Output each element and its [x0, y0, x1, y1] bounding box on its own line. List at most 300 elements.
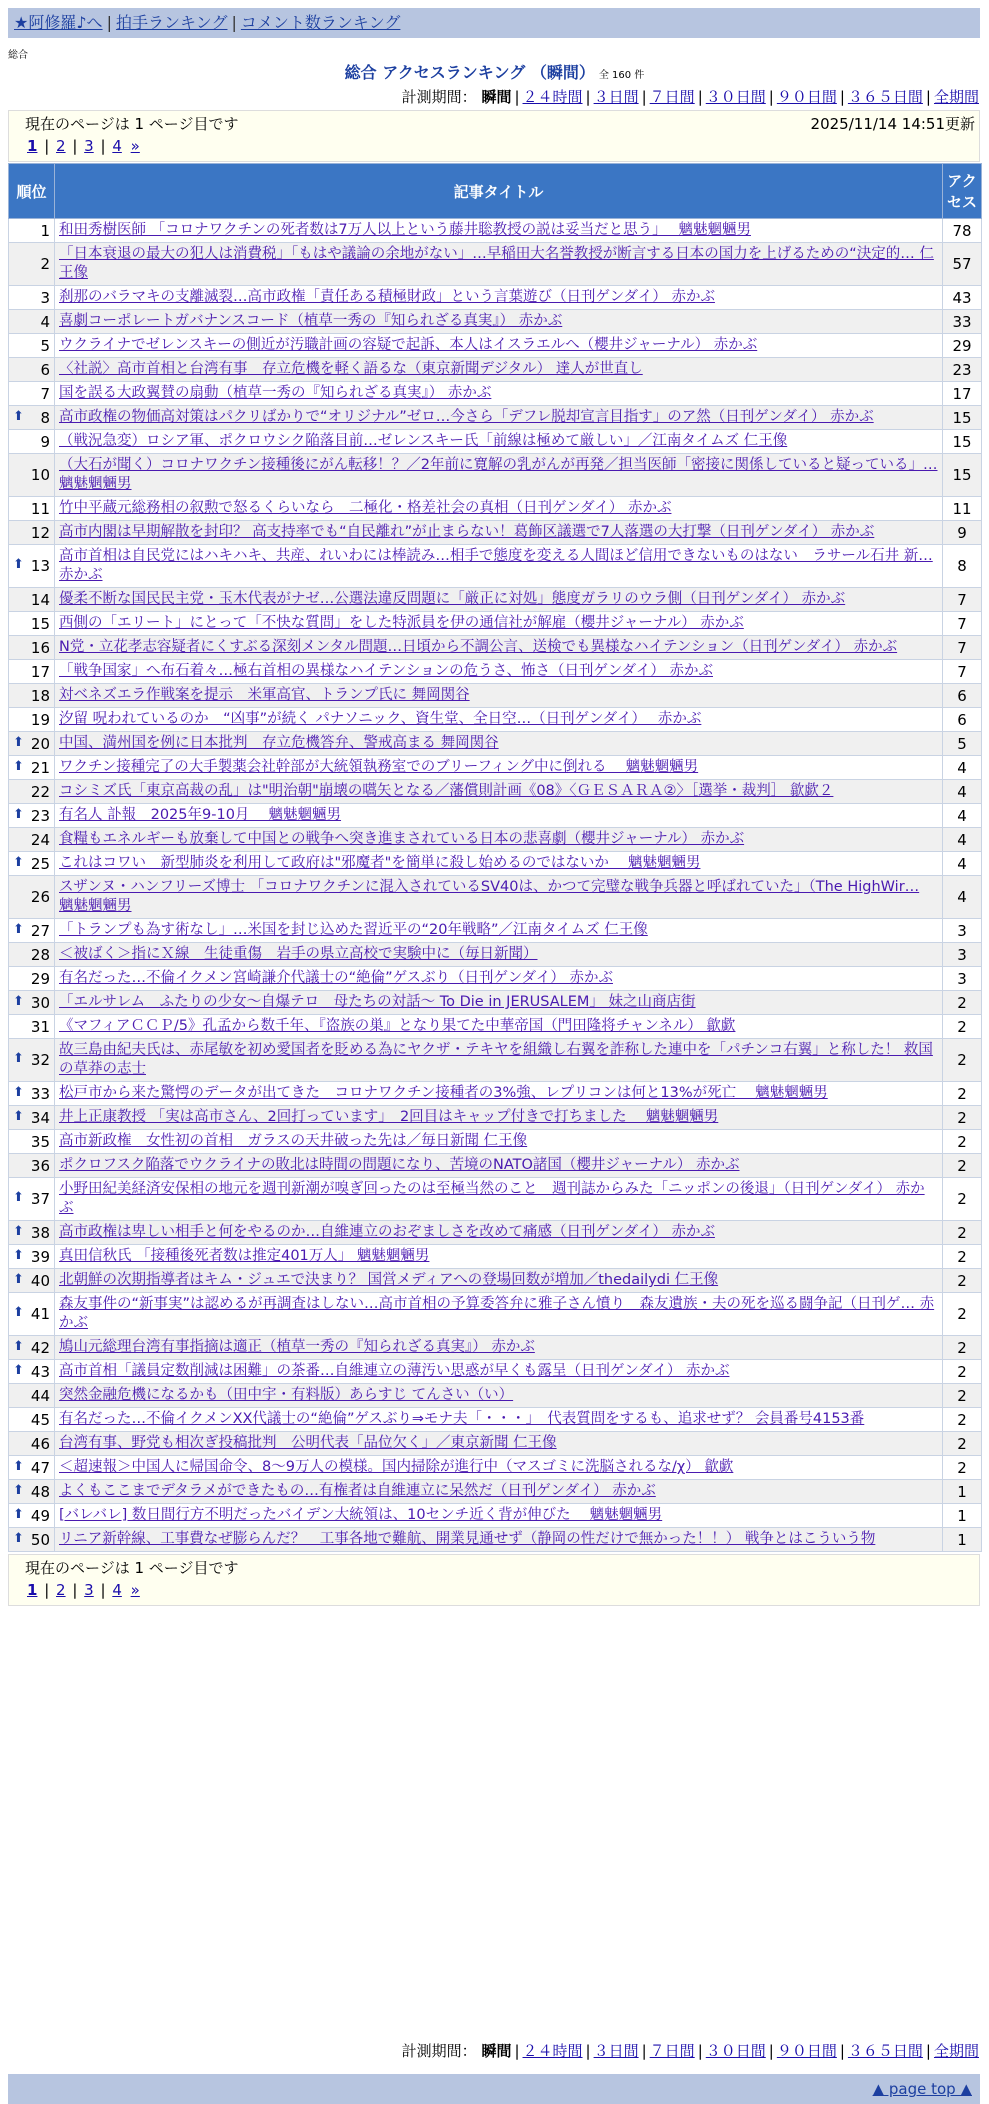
article-link[interactable]: 高市政権の物価高対策はパクリばかりで“オリジナル”ゼロ…今さら「デフレ脱却宣言目指す」のア然（日刊ゲンダイ） 赤かぶ: [59, 409, 874, 425]
article-link[interactable]: 小野田紀美経済安保相の地元を週刊新潮が嗅ぎ回ったのは至極当然のこと 週刊誌からみた「ニッポンの後退」（日刊ゲンダイ） 赤かぶ: [59, 1181, 925, 1216]
article-link[interactable]: 中国、満州国を例に日本批判 存立危機答弁、警戒高まる 舞岡関谷: [59, 735, 499, 751]
page-link-3[interactable]: 3: [84, 1581, 94, 1599]
table-row: [9, 1504, 982, 1528]
rank-cell: [9, 430, 55, 454]
rank-cell: [9, 1480, 55, 1504]
access-count: 43: [943, 286, 982, 310]
title-cell: [55, 454, 943, 497]
access-count: 4: [943, 780, 982, 804]
article-link[interactable]: 北朝鮮の次期指導者はキム・ジュエで決まり？ 国営メディアへの登場回数が増加／thedailydi 仁王像: [59, 1272, 719, 1288]
rank-cell: [9, 1039, 55, 1082]
access-count: 2: [943, 991, 982, 1015]
table-row: [9, 1245, 982, 1269]
title-cell: [55, 919, 943, 943]
rank-number: 1: [40, 221, 50, 240]
access-count: 6: [943, 708, 982, 732]
rank-cell: [9, 358, 55, 382]
access-count: 2: [943, 1154, 982, 1178]
up-arrow-icon: ⬆: [13, 1305, 24, 1320]
access-count: 7: [943, 612, 982, 636]
table-row: [9, 286, 982, 310]
access-count: 2: [943, 1178, 982, 1221]
title-cell: [55, 828, 943, 852]
article-link[interactable]: 有名人 訃報 2025年9-10月 魑魅魍魎男: [59, 807, 342, 823]
rank-number: 12: [30, 523, 50, 542]
rank-cell: [9, 804, 55, 828]
period-link-30d[interactable]: ３０日間: [705, 88, 766, 106]
nav-separator: |: [231, 13, 237, 32]
table-row: [9, 636, 982, 660]
top-navigation: [8, 8, 980, 38]
title-cell: [55, 1456, 943, 1480]
table-row: [9, 521, 982, 545]
table-row: [9, 454, 982, 497]
title-cell: [55, 1015, 943, 1039]
rank-number: 10: [30, 466, 50, 484]
page-title-text: 総合 アクセスランキング （瞬間）: [344, 63, 595, 82]
up-arrow-icon: ⬆: [13, 557, 24, 572]
article-link[interactable]: [バレバレ] 数日間行方不明だったバイデン大統領は、10センチ近く背が伸びた 魑魅魍魎男: [59, 1507, 663, 1523]
rank-number: 42: [30, 1338, 50, 1357]
period-link-365d[interactable]: ３６５日間: [847, 88, 923, 106]
access-count: 57: [943, 243, 982, 286]
rank-number: 4: [40, 312, 50, 331]
title-cell: [55, 1245, 943, 1269]
up-arrow-icon: ⬆: [13, 1051, 24, 1066]
article-link[interactable]: 高市首相「議員定数削減は困難」の茶番…自維連立の薄汚い思惑が早くも露呈（日刊ゲンダイ） 赤かぶ: [59, 1363, 730, 1379]
period-selector-bottom: 計測期間： 瞬間 | ２４時間 | ３日間 | ７日間 | ３０日間 | ９０日間 | ３６５日間 | 全期間: [401, 2042, 979, 2060]
rank-number: 15: [30, 614, 50, 633]
rank-cell: [9, 1360, 55, 1384]
article-link[interactable]: 真田信秋氏 「接種後死者数は推定401万人」 魑魅魍魎男: [59, 1248, 430, 1264]
nav-link-asyura[interactable]: ★阿修羅♪へ: [14, 13, 103, 32]
access-count: 2: [943, 1293, 982, 1336]
article-link[interactable]: 井上正康教授 「実は高市さん、2回打っています」 2回目はキャップ付きで打ちました 魑魅魍魎男: [59, 1109, 719, 1125]
rank-number: 16: [30, 638, 50, 657]
access-count: 17: [943, 382, 982, 406]
up-arrow-icon: ⬆: [13, 1223, 24, 1239]
article-link[interactable]: 刹那のバラマキの支離滅裂…高市政権「責任ある積極財政」という言葉遊び（日刊ゲンダイ） 赤かぶ: [59, 289, 715, 305]
table-row: [9, 828, 982, 852]
rank-cell: [9, 967, 55, 991]
up-arrow-icon: ⬆: [13, 921, 24, 937]
access-count: 2: [943, 1336, 982, 1360]
rank-number: 38: [30, 1223, 50, 1242]
title-cell: [55, 852, 943, 876]
rank-cell: [9, 636, 55, 660]
rank-cell: [9, 310, 55, 334]
period-link-24h[interactable]: ２４時間: [522, 88, 583, 106]
up-arrow-icon: ⬆: [13, 1506, 24, 1522]
table-row: [9, 382, 982, 406]
article-link[interactable]: 森友事件の“新事実”は認めるが再調査はしない…高市首相の予算委答弁に雅子さん憤り 森友遺族・夫の死を巡る闘争記（日刊ゲ… 赤かぶ: [59, 1296, 935, 1331]
table-row: [9, 358, 982, 382]
page-top-link[interactable]: ▲ page top ▲: [872, 2080, 972, 2098]
article-link[interactable]: 「日本衰退の最大の犯人は消費税」「もはや議論の余地がない」…早稲田大名誉教授が断言する日本の国力を上げるための“決定的… 仁王像: [59, 246, 934, 281]
title-cell: [55, 991, 943, 1015]
table-row: [9, 1154, 982, 1178]
article-link[interactable]: 「戦争国家」へ布石着々…極右首相の異様なハイテンションの危うさ、怖さ（日刊ゲンダイ） 赤かぶ: [59, 663, 713, 679]
access-count: 2: [943, 1221, 982, 1245]
table-row: [9, 991, 982, 1015]
period-label: 計測期間：: [401, 88, 477, 106]
table-row: [9, 1293, 982, 1336]
rank-number: 37: [30, 1190, 50, 1208]
rank-number: 2: [40, 255, 50, 273]
article-link[interactable]: 食糧もエネルギーも放棄して中国との戦争へ突き進まされている日本の悲喜劇（櫻井ジャーナル） 赤かぶ: [59, 831, 745, 847]
period-link-7d[interactable]: ７日間: [649, 2042, 695, 2060]
nav-link-comment-ranking[interactable]: コメント数ランキング: [240, 13, 401, 32]
article-link[interactable]: （戦況急変）ロシア軍、ポクロウシク陥落目前…ゼレンスキー氏「前線は極めて厳しい」／江南タイムズ 仁王像: [59, 433, 788, 449]
page-link-next[interactable]: »: [130, 137, 140, 155]
table-row: [9, 967, 982, 991]
article-link[interactable]: 喜劇コーポレートガバナンスコード（植草一秀の『知られざる真実』） 赤かぶ: [59, 313, 563, 329]
table-row: [9, 588, 982, 612]
page-link-4[interactable]: 4: [112, 1581, 122, 1599]
article-link[interactable]: 汐留 呪われているのか “凶事”が続く パナソニック、資生堂、全日空…（日刊ゲンダイ） 赤かぶ: [59, 711, 702, 727]
period-link-90d[interactable]: ９０日間: [776, 2042, 837, 2060]
page-link-4[interactable]: 4: [112, 137, 122, 155]
access-count: 7: [943, 636, 982, 660]
rank-cell: [9, 660, 55, 684]
rank-number: 45: [30, 1410, 50, 1429]
title-cell: [55, 497, 943, 521]
title-cell: [55, 1154, 943, 1178]
table-row: [9, 1360, 982, 1384]
title-cell: [55, 1432, 943, 1456]
article-link[interactable]: 突然金融危機になるかも（田中宇・有料版）あらすじ てんさい（い）: [59, 1387, 514, 1403]
up-arrow-icon: ⬆: [13, 854, 24, 870]
period-link-3d[interactable]: ３日間: [593, 88, 639, 106]
page-link-1[interactable]: 1: [27, 137, 38, 155]
rank-cell: [9, 406, 55, 430]
up-arrow-icon: ⬆: [13, 993, 24, 1009]
article-link[interactable]: 和田秀樹医師 「コロナワクチンの死者数は7万人以上という藤井聡教授の説は妥当だと思う」 魑魅魍魎男: [59, 222, 751, 238]
rank-cell: [9, 1269, 55, 1293]
rank-cell: [9, 876, 55, 919]
rank-number: 20: [30, 734, 50, 753]
rank-number: 18: [30, 686, 50, 705]
up-arrow-icon: ⬆: [13, 1084, 24, 1100]
access-count: 9: [943, 521, 982, 545]
rank-cell: [9, 1178, 55, 1221]
article-link[interactable]: リニア新幹線、工事費なぜ膨らんだ？ 工事各地で難航、開業見通せず（静岡の性だけで無かった！！） 戦争とはこういう物: [59, 1531, 876, 1547]
article-link[interactable]: ＜被ばく＞指にＸ線 生徒重傷 岩手の県立高校で実験中に（毎日新聞）: [59, 946, 538, 962]
rank-number: 8: [40, 408, 50, 427]
article-link[interactable]: 〈社説〉高市首相と台湾有事 存立危機を軽く語るな（東京新聞デジタル） 達人が世直し: [59, 361, 643, 377]
page-link-1[interactable]: 1: [27, 1581, 38, 1599]
rank-cell: [9, 1154, 55, 1178]
article-link[interactable]: ワクチン接種完了の大手製薬会社幹部が大統領執務室でのブリーフィング中に倒れる 魑魅魍魎男: [59, 759, 699, 775]
access-count: 4: [943, 876, 982, 919]
table-row: [9, 852, 982, 876]
article-link[interactable]: 有名だった…不倫イクメンXX代議士の“絶倫”ゲスぶり⇒モナ夫「・・・」 代表質問をするも、追求せず？ 会員番号4153番: [59, 1411, 865, 1427]
table-row: [9, 732, 982, 756]
table-row: [9, 1408, 982, 1432]
article-link[interactable]: 鳩山元総理台湾有事指摘は適正（植草一秀の『知られざる真実』） 赤かぶ: [59, 1339, 535, 1355]
title-cell: [55, 243, 943, 286]
rank-number: 39: [30, 1247, 50, 1266]
title-cell: [55, 967, 943, 991]
access-count: 4: [943, 804, 982, 828]
rank-number: 46: [30, 1434, 50, 1453]
title-cell: [55, 1504, 943, 1528]
rank-cell: [9, 219, 55, 243]
title-cell: [55, 804, 943, 828]
article-link[interactable]: 高市政権は卑しい相手と何をやるのか…自維連立のおぞましさを改めて痛感（日刊ゲンダイ） 赤かぶ: [59, 1224, 715, 1240]
access-count: 1: [943, 1528, 982, 1552]
table-row: [9, 612, 982, 636]
title-cell: [55, 943, 943, 967]
access-count: 6: [943, 684, 982, 708]
access-count: 2: [943, 1269, 982, 1293]
article-link[interactable]: 対ベネズエラ作戦案を提示 米軍高官、トランプ氏に 舞岡関谷: [59, 687, 470, 703]
rank-number: 47: [30, 1458, 50, 1477]
rank-number: 22: [30, 782, 50, 801]
table-row: [9, 406, 982, 430]
access-count: 2: [943, 1039, 982, 1082]
title-cell: [55, 876, 943, 919]
up-arrow-icon: ⬆: [13, 408, 24, 424]
table-header-row: [9, 164, 982, 219]
title-cell: [55, 1528, 943, 1552]
nav-link-applause-ranking[interactable]: 拍手ランキング: [115, 13, 228, 32]
access-count: 78: [943, 219, 982, 243]
access-count: 4: [943, 756, 982, 780]
rank-number: 24: [30, 830, 50, 849]
article-link[interactable]: 《マフィアＣＣＰ/5》孔孟から数千年、『盗族の巣』となり果てた中華帝国（門田隆将チャンネル） 歙歔: [59, 1018, 736, 1034]
article-link[interactable]: 高市首相は自民党にはハキハキ、共産、れいわには棒読み…相手で態度を変える人間ほど信用できないものはない ラサール石井 新… 赤かぶ: [59, 548, 933, 583]
title-cell: [55, 612, 943, 636]
rank-cell: [9, 684, 55, 708]
title-cell: [55, 1269, 943, 1293]
table-row: [9, 660, 982, 684]
access-count: 2: [943, 1384, 982, 1408]
access-count: 15: [943, 406, 982, 430]
article-link[interactable]: コシミズ氏「東京高裁の乱」は"明治朝"崩壊の嚆矢となる／藩償則計画《08》〈ＧＥＳＡＲＡ②〉［選挙・裁判］ 歙歔２: [59, 783, 834, 799]
rank-cell: [9, 497, 55, 521]
page-link-next[interactable]: »: [130, 1581, 140, 1599]
period-link-3d[interactable]: ３日間: [593, 2042, 639, 2060]
rank-cell: [9, 612, 55, 636]
article-link[interactable]: （大石が聞く）コロナワクチン接種後にがん転移！？／2年前に寛解の乳がんが再発／担当医師「密接に関係していると疑っている」… 魑魅魍魎男: [59, 457, 938, 492]
up-arrow-icon: ⬆: [13, 1530, 24, 1546]
nav-separator: |: [106, 13, 112, 32]
table-row: [9, 219, 982, 243]
table-row: [9, 919, 982, 943]
article-link[interactable]: 故三島由紀夫氏は、赤尾敏を初め愛国者を貶める為にヤクザ・テキヤを組織し右翼を詐称した連中を「パチンコ右翼」と称した！ 救国の草莽の志士: [59, 1042, 933, 1077]
table-row: [9, 1269, 982, 1293]
title-cell: [55, 1130, 943, 1154]
access-count: 5: [943, 732, 982, 756]
title-cell: [55, 1082, 943, 1106]
title-cell: [55, 1408, 943, 1432]
access-count: 23: [943, 358, 982, 382]
rank-cell: [9, 919, 55, 943]
article-link[interactable]: ウクライナでゼレンスキーの側近が汚職計画の容疑で起訴、本人はイスラエルへ（櫻井ジャーナル） 赤かぶ: [59, 337, 758, 353]
up-arrow-icon: ⬆: [13, 1338, 24, 1354]
rank-number: 9: [40, 432, 50, 451]
period-link-30d[interactable]: ３０日間: [705, 2042, 766, 2060]
article-link[interactable]: 高市内閣は早期解散を封印？ 高支持率でも“自民離れ”が止まらない！葛飾区議選で7人落選の大打撃（日刊ゲンダイ） 赤かぶ: [59, 524, 875, 540]
table-row: [9, 1456, 982, 1480]
period-link-365d[interactable]: ３６５日間: [847, 2042, 923, 2060]
rank-number: 35: [30, 1132, 50, 1151]
page-links: 1 | 2 | 3 | 4 »: [27, 1581, 140, 1599]
title-cell: [55, 1384, 943, 1408]
access-count: 4: [943, 828, 982, 852]
rank-cell: [9, 852, 55, 876]
title-cell: [55, 1336, 943, 1360]
rank-cell: [9, 243, 55, 286]
rank-cell: [9, 545, 55, 588]
up-arrow-icon: ⬆: [13, 1271, 24, 1287]
rank-number: 43: [30, 1362, 50, 1381]
article-link[interactable]: これはコワい 新型肺炎を利用して政府は"邪魔者"を簡単に殺し始めるのではないか 魑魅魍魎男: [59, 855, 701, 871]
page-link-2[interactable]: 2: [56, 137, 66, 155]
rank-cell: [9, 943, 55, 967]
title-cell: [55, 1039, 943, 1082]
rank-number: 21: [30, 758, 50, 777]
rank-number: 28: [30, 945, 50, 964]
rank-number: 49: [30, 1506, 50, 1525]
rank-cell: [9, 1504, 55, 1528]
rank-cell: [9, 708, 55, 732]
table-row: [9, 1039, 982, 1082]
table-row: [9, 497, 982, 521]
title-cell: [55, 780, 943, 804]
article-link[interactable]: N党・立花孝志容疑者にくすぶる深刻メンタル問題…日頃から不調公言、送検でも異様なハイテンション（日刊ゲンダイ） 赤かぶ: [59, 639, 898, 655]
article-link[interactable]: ポクロフスク陥落でウクライナの敗北は時間の問題になり、苦境のNATO諸国（櫻井ジャーナル） 赤かぶ: [59, 1157, 740, 1173]
rank-cell: [9, 1015, 55, 1039]
rank-number: 33: [30, 1084, 50, 1103]
updated-time: 2025/11/14 14:51更新: [810, 115, 975, 133]
rank-number: 40: [30, 1271, 50, 1290]
up-arrow-icon: ⬆: [13, 1108, 24, 1124]
article-link[interactable]: 松戸市から来た驚愕のデータが出てきた コロナワクチン接種者の3%強、レプリコンは何と13%が死亡 魑魅魍魎男: [59, 1085, 828, 1101]
page-status: 現在のページは 1 ページ目です: [25, 115, 239, 133]
table-row: [9, 310, 982, 334]
rank-cell: [9, 1456, 55, 1480]
rank-number: 31: [30, 1017, 50, 1036]
header-rank: 順位: [9, 164, 55, 219]
access-count: 7: [943, 660, 982, 684]
article-link[interactable]: よくもここまでデタラメができたもの…有権者は自維連立に呆然だ（日刊ゲンダイ） 赤かぶ: [59, 1483, 656, 1499]
up-arrow-icon: ⬆: [13, 1458, 24, 1474]
ranking-table-body: [9, 219, 982, 1552]
article-link[interactable]: 「トランプも為す術なし」…米国を封じ込めた習近平の“20年戦略”／江南タイムズ 仁王像: [59, 922, 648, 938]
rank-cell: [9, 1106, 55, 1130]
up-arrow-icon: ⬆: [13, 1362, 24, 1378]
article-link[interactable]: 竹中平蔵元総務相の叙勲で怒るくらいなら 二極化・格差社会の真相（日刊ゲンダイ） 赤かぶ: [59, 500, 672, 516]
up-arrow-icon: ⬆: [13, 1190, 24, 1205]
page-link-3[interactable]: 3: [84, 137, 94, 155]
up-arrow-icon: ⬆: [13, 734, 24, 750]
rank-number: 29: [30, 969, 50, 988]
rank-cell: [9, 1082, 55, 1106]
rank-number: 7: [40, 384, 50, 403]
rank-cell: [9, 1384, 55, 1408]
rank-number: 34: [30, 1108, 50, 1127]
article-link[interactable]: 高市新政権 女性初の首相 ガラスの天井破った先は／毎日新聞 仁王像: [59, 1133, 528, 1149]
article-link[interactable]: 台湾有事、野党も相次ぎ投稿批判 公明代表「品位欠く」／東京新聞 仁王像: [59, 1435, 557, 1451]
rank-number: 27: [30, 921, 50, 940]
article-link[interactable]: 国を誤る大政翼賛の扇動（植草一秀の『知られざる真実』） 赤かぶ: [59, 385, 492, 401]
rank-cell: [9, 1528, 55, 1552]
title-cell: [55, 310, 943, 334]
article-link[interactable]: 「エルサレム ふたりの少女～自爆テロ 母たちの対話～ To Die in JERUSALEM」 妹之山商店街: [59, 994, 696, 1010]
table-row: [9, 1178, 982, 1221]
bottom-bar: [8, 2074, 980, 2104]
access-count: 33: [943, 310, 982, 334]
title-cell: [55, 521, 943, 545]
rank-cell: [9, 828, 55, 852]
article-link[interactable]: ＜超速報＞中国人に帰国命令、8～9万人の模様。国内掃除が進行中（マスゴミに洗脳されるな/χ） 歙歔: [59, 1459, 734, 1475]
rank-cell: [9, 1336, 55, 1360]
access-count: 2: [943, 1245, 982, 1269]
article-link[interactable]: 有名だった…不倫イクメン宮崎謙介代議士の“絶倫”ゲスぶり（日刊ゲンダイ） 赤かぶ: [59, 970, 613, 986]
article-link[interactable]: スザンヌ・ハンフリーズ博士 「コロナワクチンに混入されているSV40は、かつて完璧な戦争兵器と呼ばれていた」（The HighWir… 魑魅魍魎男: [59, 879, 920, 914]
rank-cell: [9, 286, 55, 310]
title-cell: [55, 358, 943, 382]
access-count: 3: [943, 919, 982, 943]
period-current: 瞬間: [481, 88, 512, 106]
article-link[interactable]: 優柔不断な国民民主党・玉木代表がナゼ…公選法違反問題に「厳正に対処」態度ガラリのウラ側（日刊ゲンダイ） 赤かぶ: [59, 591, 846, 607]
period-label: 計測期間：: [401, 2042, 477, 2060]
rank-cell: [9, 382, 55, 406]
page-link-2[interactable]: 2: [56, 1581, 66, 1599]
access-count: 8: [943, 545, 982, 588]
table-row: [9, 1480, 982, 1504]
up-arrow-icon: ⬆: [13, 806, 24, 822]
table-row: [9, 1384, 982, 1408]
period-link-all[interactable]: 全期間: [933, 2042, 979, 2060]
rank-number: 30: [30, 993, 50, 1012]
title-cell: [55, 219, 943, 243]
table-row: [9, 876, 982, 919]
rank-cell: [9, 991, 55, 1015]
table-row: [9, 430, 982, 454]
table-row: [9, 1130, 982, 1154]
access-count: 4: [943, 852, 982, 876]
pagination-bottom: [8, 1554, 980, 1606]
period-link-90d[interactable]: ９０日間: [776, 88, 837, 106]
rank-number: 11: [30, 499, 50, 518]
item-count: 全 160 件: [598, 70, 645, 81]
period-link-all[interactable]: 全期間: [933, 88, 979, 106]
table-row: [9, 1528, 982, 1552]
rank-number: 17: [30, 662, 50, 681]
rank-cell: [9, 521, 55, 545]
access-count: 1: [943, 1504, 982, 1528]
table-row: [9, 243, 982, 286]
access-count: 2: [943, 1408, 982, 1432]
table-row: [9, 1432, 982, 1456]
period-link-24h[interactable]: ２４時間: [522, 2042, 583, 2060]
period-selector-top: 計測期間： 瞬間 | ２４時間 | ３日間 | ７日間 | ３０日間 | ９０日間 | ３６５日間 | 全期間: [401, 88, 979, 106]
rank-number: 32: [30, 1051, 50, 1069]
article-link[interactable]: 西側の「エリート」にとって「不快な質問」をした特派員を伊の通信社が解雇（櫻井ジャーナル） 赤かぶ: [59, 615, 744, 631]
title-cell: [55, 406, 943, 430]
table-row: [9, 1082, 982, 1106]
table-row: [9, 684, 982, 708]
title-cell: [55, 334, 943, 358]
up-arrow-icon: ⬆: [13, 1482, 24, 1498]
title-cell: [55, 1293, 943, 1336]
period-link-7d[interactable]: ７日間: [649, 88, 695, 106]
rank-number: 13: [30, 557, 50, 575]
rank-number: 41: [30, 1305, 50, 1323]
